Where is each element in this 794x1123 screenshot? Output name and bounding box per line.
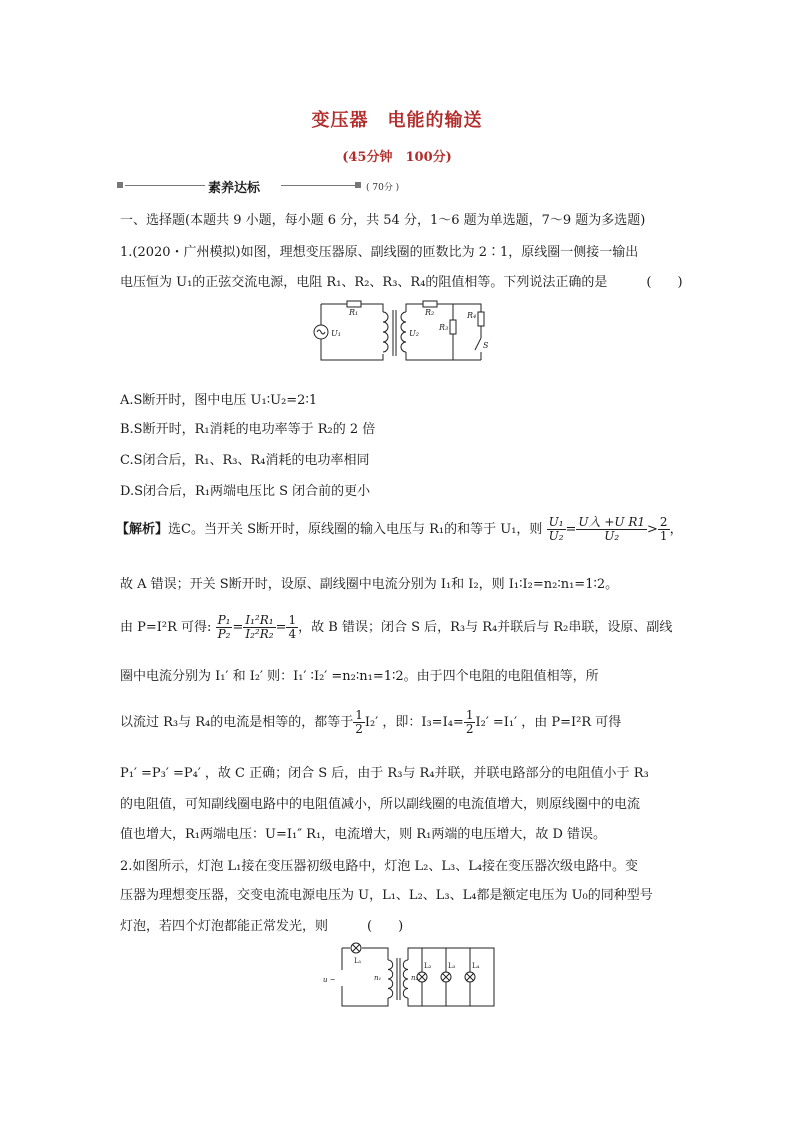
- frac-den: I₂²R₂: [245, 627, 274, 641]
- analysis-tag: 【解析】: [116, 522, 169, 537]
- frac-num: U₁: [548, 515, 564, 529]
- frac-den: 2: [465, 722, 474, 736]
- label-L4: L₄: [472, 962, 480, 970]
- analysis-line6: P₁′ =P₃′ =P₄′ ，故 C 正确；闭合 S 后，由于 R₃与 R₄并联，并联电路部分的电阻值小于 R₃: [120, 766, 649, 781]
- section-rule-left: [125, 185, 205, 186]
- fraction-p1-p2: [216, 614, 233, 641]
- analysis-line8: 值也增大，R₁两端电压：U=I₁″ R₁，电流增大，则 R₁两端的电压增大，故 D 错误。: [120, 827, 607, 842]
- frac-den: U₂: [604, 529, 620, 543]
- label-U1: U₁: [331, 329, 341, 338]
- analysis-text5b: I₂′ ，即：I₃=I₄=: [364, 715, 464, 730]
- part-intro: 一、选择题(本题共 9 小题，每小题 6 分，共 54 分，1～6 题为单选题，7～9 题为多选题): [120, 213, 646, 228]
- label-L2: L₂: [424, 962, 432, 970]
- label-n1: n₁: [374, 974, 382, 982]
- frac-num: U入 +U R1: [578, 515, 646, 529]
- label-S: S: [483, 341, 489, 350]
- q1-option-d: D.S闭合后，R₁两端电压比 S 闭合前的更小: [120, 484, 371, 499]
- q1-option-c: C.S闭合后，R₁、R₃、R₄消耗的电功率相同: [120, 453, 370, 468]
- q2-stem-line2: 压器为理想变压器，交变电流电源电压为 U，L₁、L₂、L₃、L₄都是额定电压为 U₀的同种型号: [120, 888, 653, 903]
- q1-option-b: B.S断开时，R₁消耗的电功率等于 R₂的 2 倍: [120, 422, 376, 437]
- frac-num: 1: [465, 708, 474, 722]
- analysis-text3b: ，故 B 错误；闭合 S 后，R₃与 R₄并联后与 R₂串联，设原、副线: [298, 620, 673, 635]
- section-header: [117, 178, 437, 194]
- page-title: 变压器 电能的输送: [311, 110, 483, 131]
- q2-stem-line1: 2.如图所示，灯泡 L₁接在变压器初级电路中，灯泡 L₂、L₃、L₄接在变压器次级电路中。变: [120, 859, 639, 874]
- section-points: ( 70分 ): [366, 183, 400, 193]
- label-n2: n₂: [411, 974, 419, 982]
- label-R2: R₂: [425, 308, 435, 317]
- analysis-text5c: I₂′ =I₁′ ，由 P=I²R 可得: [475, 715, 622, 730]
- section-rule-right: [281, 185, 355, 186]
- q2-circuit-diagram: [322, 940, 502, 1012]
- q1-stem-line1: 1.(2020・广州模拟)如图，理想变压器原、副线圈的匝数比为 2∶1，原线圈一侧接一输出: [120, 245, 639, 260]
- fraction-half-a: [353, 709, 365, 736]
- frac-num: 1: [355, 708, 363, 722]
- fraction-i-r: [243, 614, 275, 641]
- analysis-text3a: 由 P=I²R 可得:: [120, 620, 212, 635]
- frac-den: 1: [659, 529, 668, 543]
- analysis-line1: 【解析】选C。当开关 S断开时，原线圈的输入电压与 R₁的和等于 U₁，则 $\frac{\text{U₁}}{\text{U₂}}$ = $\frac{\text{U入 +U R1}}{\text{U₂}}$ > $\frac{2}{1}$ ，: [116, 515, 683, 543]
- q1-circuit-diagram: [313, 296, 493, 370]
- fraction-uin-ur1: [576, 516, 647, 543]
- analysis-line5: [120, 709, 621, 736]
- section-label: 素养达标: [208, 181, 261, 196]
- label-R4: R₄: [467, 311, 477, 320]
- q2-stem-line3: 灯泡，若四个灯泡都能正常发光，则 ( ): [120, 919, 404, 934]
- fraction-u1-u2: [547, 516, 566, 543]
- analysis-line7: 的电阻值，可知副线圈电路中的电阻值减小，所以副线圈的电流值增大，则原线圈中的电流: [120, 797, 641, 812]
- analysis-line3: 由 P=I²R 可得: $\frac{\text{P₁}}{\text{P₂}}$ = $\frac{\text{I₁²R₁}}{\text{I₂²R₂}}$ = $\frac{1}{4}$ ，故 B 错误；闭合 S 后，R₃与 R₄并联后与 R₂串联，设原、副线: [120, 613, 673, 641]
- fraction-half-b: [464, 709, 476, 736]
- frac-den: 4: [288, 627, 297, 641]
- analysis-text1: 选C。当开关 S断开时，原线圈的输入电压与 R₁的和等于 U₁，则: [168, 522, 543, 537]
- label-u: u ~: [323, 976, 336, 984]
- analysis-comma: ，: [669, 522, 683, 537]
- analysis-text5a: 以流过 R₃与 R₄的电流是相等的，都等于: [120, 715, 354, 730]
- frac-den: U₂: [548, 529, 564, 543]
- label-L1: L₁: [354, 957, 362, 965]
- frac-num: 1: [288, 613, 297, 627]
- q1-stem-line2: 电压恒为 U₁的正弦交流电源，电阻 R₁、R₂、R₃、R₄的阻值相等。下列说法正确的是 ( ): [120, 275, 683, 290]
- fraction-1-4: [286, 614, 298, 641]
- frac-num: I₁²R₁: [245, 613, 274, 627]
- analysis-line4: 圈中电流分别为 I₁′ 和 I₂′ 则：I₁′ ∶I₂′ =n₂∶n₁=1∶2。由于四个电阻的电阻值相等，所: [120, 669, 599, 684]
- q1-option-a: A.S断开时，图中电压 U₁∶U₂=2∶1: [120, 393, 318, 408]
- label-R3: R₃: [439, 323, 449, 332]
- frac-den: P₂: [217, 627, 231, 641]
- frac-den: 2: [355, 722, 363, 736]
- label-L3: L₃: [448, 962, 456, 970]
- fraction-2-1: [658, 516, 670, 543]
- label-U2: U₂: [409, 329, 419, 338]
- page-subtitle: (45分钟 100分): [342, 150, 452, 165]
- label-R1: R₁: [349, 308, 359, 317]
- frac-num: 2: [659, 515, 668, 529]
- frac-num: P₁: [217, 613, 231, 627]
- section-marker-right: [355, 182, 361, 188]
- section-marker-left: [117, 182, 123, 188]
- analysis-line2: 故 A 错误；开关 S断开时，设原、副线圈中电流分别为 I₁和 I₂，则 I₁∶I₂=n₂∶n₁=1∶2。: [120, 577, 619, 592]
